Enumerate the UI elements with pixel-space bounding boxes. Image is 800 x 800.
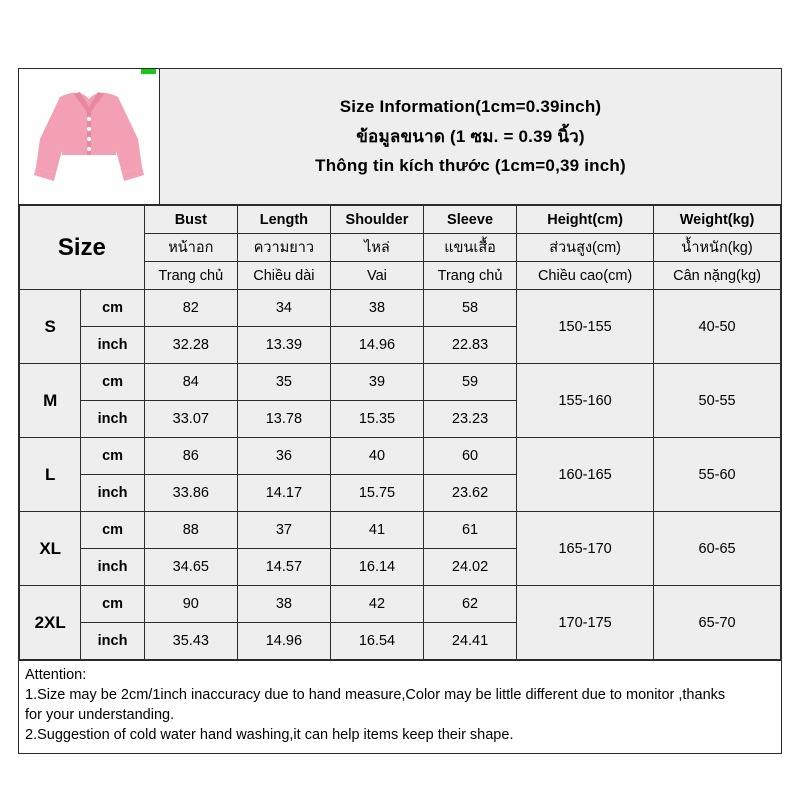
size-chart-sheet (18, 68, 782, 754)
col-header-sleeve-en: Sleeve (424, 206, 517, 234)
cell-weight: 40-50 (654, 290, 781, 364)
cell-height: 170-175 (517, 586, 654, 660)
cell-bust-cm: 86 (144, 438, 237, 475)
col-header-bust-vi: Trang chủ (144, 262, 237, 290)
table-row (20, 512, 781, 549)
row-unit-cm: cm (81, 586, 144, 623)
header-band (19, 69, 781, 205)
row-size-label: 2XL (20, 586, 81, 660)
row-size-label: XL (20, 512, 81, 586)
col-header-bust-th: หน้าอก (144, 234, 237, 262)
cell-sleeve-cm: 59 (424, 364, 517, 401)
col-header-bust-en: Bust (144, 206, 237, 234)
attention-line-1b: for your understanding. (25, 707, 175, 723)
cell-height: 160-165 (517, 438, 654, 512)
col-header-shoulder-vi: Vai (330, 262, 423, 290)
row-unit-cm: cm (81, 438, 144, 475)
row-unit-inch: inch (81, 549, 144, 586)
cell-bust-inch: 33.86 (144, 475, 237, 512)
cell-weight: 60-65 (654, 512, 781, 586)
row-unit-cm: cm (81, 290, 144, 327)
col-header-length-vi: Chiều dài (237, 262, 330, 290)
col-header-weight-vi: Cân nặng(kg) (654, 262, 781, 290)
col-header-weight-en: Weight(kg) (654, 206, 781, 234)
cell-shoulder-inch: 16.14 (330, 549, 423, 586)
cell-shoulder-cm: 40 (330, 438, 423, 475)
cell-shoulder-cm: 38 (330, 290, 423, 327)
cell-bust-cm: 90 (144, 586, 237, 623)
col-header-shoulder-en: Shoulder (330, 206, 423, 234)
cell-shoulder-cm: 42 (330, 586, 423, 623)
row-unit-inch: inch (81, 401, 144, 438)
cell-length-cm: 36 (237, 438, 330, 475)
row-size-label: M (20, 364, 81, 438)
cell-shoulder-inch: 14.96 (330, 327, 423, 364)
table-row (20, 364, 781, 401)
col-header-length-th: ความยาว (237, 234, 330, 262)
table-header-row-en (20, 206, 781, 234)
attention-block (19, 660, 781, 753)
row-unit-inch: inch (81, 475, 144, 512)
attention-line-2: 2.Suggestion of cold water hand washing,it can help items keep their shape. (25, 727, 514, 743)
cell-length-inch: 14.57 (237, 549, 330, 586)
size-table (19, 205, 781, 660)
cell-bust-cm: 84 (144, 364, 237, 401)
title-block (160, 69, 781, 204)
cell-shoulder-inch: 15.35 (330, 401, 423, 438)
table-row (20, 290, 781, 327)
cell-shoulder-inch: 15.75 (330, 475, 423, 512)
cell-bust-inch: 35.43 (144, 623, 237, 660)
row-unit-cm: cm (81, 512, 144, 549)
row-unit-inch: inch (81, 623, 144, 660)
col-header-height-th: ส่วนสูง(cm) (517, 234, 654, 262)
cell-height: 150-155 (517, 290, 654, 364)
cell-bust-cm: 88 (144, 512, 237, 549)
cell-sleeve-cm: 60 (424, 438, 517, 475)
row-unit-cm: cm (81, 364, 144, 401)
cell-sleeve-inch: 23.23 (424, 401, 517, 438)
cell-weight: 50-55 (654, 364, 781, 438)
cell-sleeve-inch: 24.41 (424, 623, 517, 660)
cell-shoulder-inch: 16.54 (330, 623, 423, 660)
col-header-shoulder-th: ไหล่ (330, 234, 423, 262)
cell-sleeve-cm: 61 (424, 512, 517, 549)
col-header-sleeve-vi: Trang chủ (424, 262, 517, 290)
cell-sleeve-inch: 23.62 (424, 475, 517, 512)
row-unit-inch: inch (81, 327, 144, 364)
attention-heading: Attention: (25, 667, 87, 683)
cell-sleeve-cm: 62 (424, 586, 517, 623)
cell-bust-inch: 32.28 (144, 327, 237, 364)
cell-length-inch: 14.96 (237, 623, 330, 660)
cell-weight: 55-60 (654, 438, 781, 512)
cell-bust-inch: 33.07 (144, 401, 237, 438)
title-vietnamese: Thông tin kích thước (1cm=0,39 inch) (315, 156, 626, 175)
cell-sleeve-inch: 22.83 (424, 327, 517, 364)
col-header-sleeve-th: แขนเสื้อ (424, 234, 517, 262)
row-size-label: S (20, 290, 81, 364)
table-row (20, 586, 781, 623)
cell-length-inch: 14.17 (237, 475, 330, 512)
cell-length-cm: 37 (237, 512, 330, 549)
green-marker-icon (141, 69, 156, 74)
col-header-height-vi: Chiều cao(cm) (517, 262, 654, 290)
cell-bust-inch: 34.65 (144, 549, 237, 586)
title-english: Size Information(1cm=0.39inch) (339, 97, 602, 116)
row-size-label: L (20, 438, 81, 512)
cell-sleeve-cm: 58 (424, 290, 517, 327)
cell-height: 155-160 (517, 364, 654, 438)
size-header-cell: Size (20, 206, 145, 290)
title-thai: ข้อมูลขนาด (1 ซม. = 0.39 นิ้ว) (356, 127, 585, 146)
col-header-length-en: Length (237, 206, 330, 234)
col-header-height-en: Height(cm) (517, 206, 654, 234)
cell-shoulder-cm: 41 (330, 512, 423, 549)
cell-weight: 65-70 (654, 586, 781, 660)
cell-length-cm: 34 (237, 290, 330, 327)
cell-length-inch: 13.78 (237, 401, 330, 438)
col-header-weight-th: น้ำหนัก(kg) (654, 234, 781, 262)
cell-height: 165-170 (517, 512, 654, 586)
cardigan-illustration-icon (30, 81, 148, 193)
cell-sleeve-inch: 24.02 (424, 549, 517, 586)
cell-length-inch: 13.39 (237, 327, 330, 364)
cell-length-cm: 35 (237, 364, 330, 401)
table-row (20, 438, 781, 475)
attention-line-1: 1.Size may be 2cm/1inch inaccuracy due to hand measure,Color may be little different due to monitor ,thanks (25, 687, 726, 703)
product-image-cell (19, 69, 160, 204)
cell-length-cm: 38 (237, 586, 330, 623)
cell-shoulder-cm: 39 (330, 364, 423, 401)
cell-bust-cm: 82 (144, 290, 237, 327)
